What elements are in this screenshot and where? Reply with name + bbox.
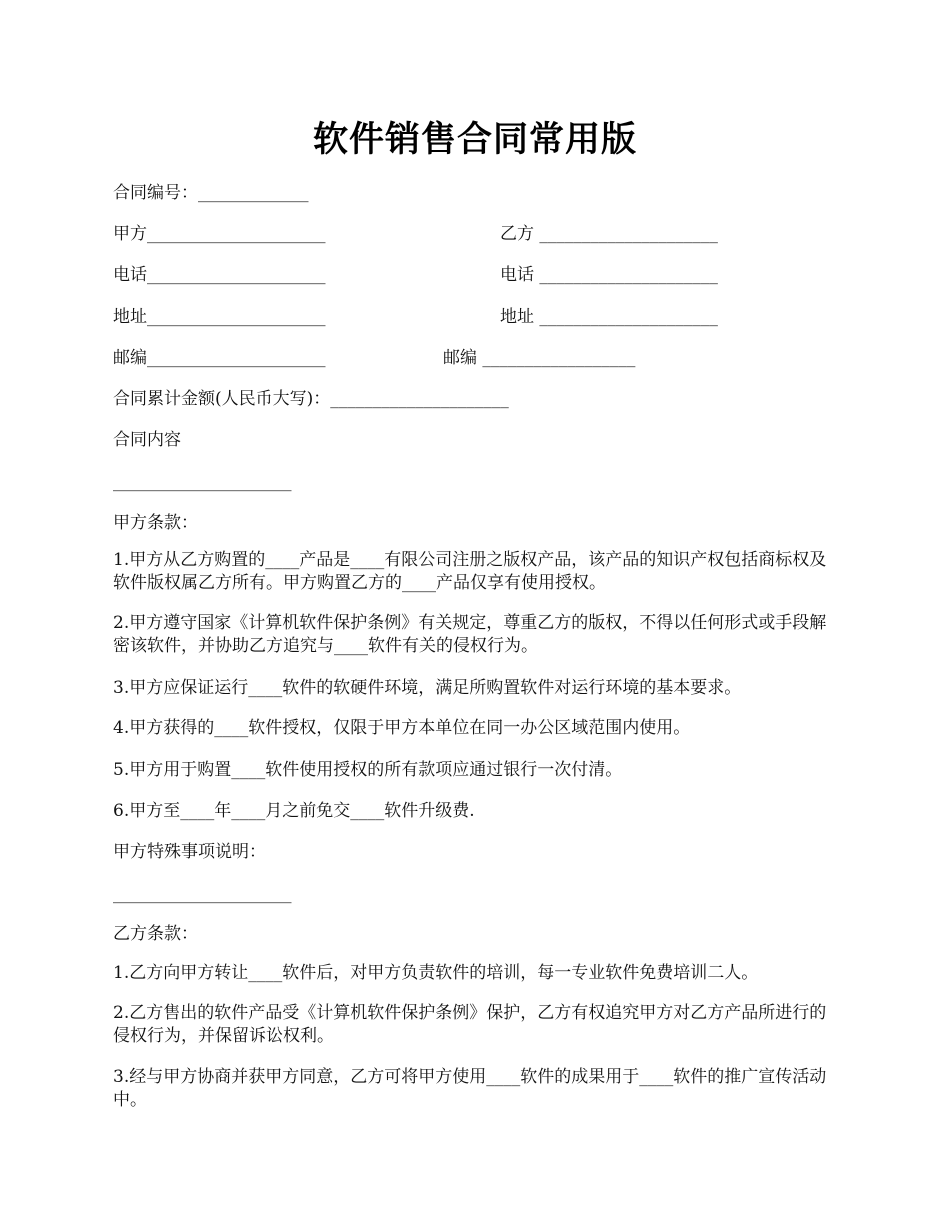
party-a-term-2: 2.甲方遵守国家《计算机软件保护条例》有关规定，尊重乙方的版权，不得以任何形式或手段解密该软件，并协助乙方追究与____软件有关的侵权行为。 [113, 613, 827, 656]
party-b-term-1: 1.乙方向甲方转让____软件后，对甲方负责软件的培训，每一专业软件免费培训二人。 [113, 963, 759, 983]
party-a-term-4: 4.甲方获得的____软件授权，仅限于甲方本单位在同一办公区域范围内使用。 [113, 718, 691, 738]
document-title: 软件销售合同常用版 [312, 119, 637, 160]
contract-content-label: 合同内容 [113, 430, 181, 450]
contract-number-line: 合同编号：_____________ [113, 183, 309, 203]
contract-content-blank: _____________________ [113, 472, 292, 492]
party-a-special-heading: 甲方特殊事项说明： [113, 842, 266, 862]
party-b-terms-heading: 乙方条款： [113, 924, 198, 944]
party-b-term-3: 3.经与甲方协商并获甲方同意，乙方可将甲方使用____软件的成果用于____软件的推广宣传活动中。 [113, 1067, 827, 1110]
party-a-address-line: 地址_____________________ [113, 307, 326, 327]
party-b-address-line: 地址 _____________________ [500, 307, 718, 327]
party-a-special-blank: _____________________ [113, 884, 292, 904]
party-b-postcode-line: 邮编 __________________ [443, 348, 636, 368]
party-a-term-1: 1.甲方从乙方购置的____产品是____有限公司注册之版权产品，该产品的知识产权包括商标权及软件版权属乙方所有。甲方购置乙方的____产品仅享有使用授权。 [113, 550, 827, 593]
party-a-line: 甲方_____________________ [113, 224, 326, 244]
party-a-postcode-line: 邮编_____________________ [113, 348, 326, 368]
party-b-phone-line: 电话 _____________________ [500, 265, 718, 285]
party-b-line: 乙方 _____________________ [500, 224, 718, 244]
party-a-phone-line: 电话_____________________ [113, 265, 326, 285]
party-b-term-2: 2.乙方售出的软件产品受《计算机软件保护条例》保护，乙方有权追究甲方对乙方产品所进行的侵权行为，并保留诉讼权利。 [113, 1003, 827, 1046]
party-a-term-5: 5.甲方用于购置____软件使用授权的所有款项应通过银行一次付清。 [113, 760, 623, 780]
party-a-term-6: 6.甲方至____年____月之前免交____软件升级费. [113, 801, 475, 821]
party-a-terms-heading: 甲方条款： [113, 513, 198, 533]
contract-amount-line: 合同累计金额(人民币大写)：_____________________ [113, 389, 509, 409]
party-a-term-3: 3.甲方应保证运行____软件的软硬件环境，满足所购置软件对运行环境的基本要求。 [113, 678, 742, 698]
